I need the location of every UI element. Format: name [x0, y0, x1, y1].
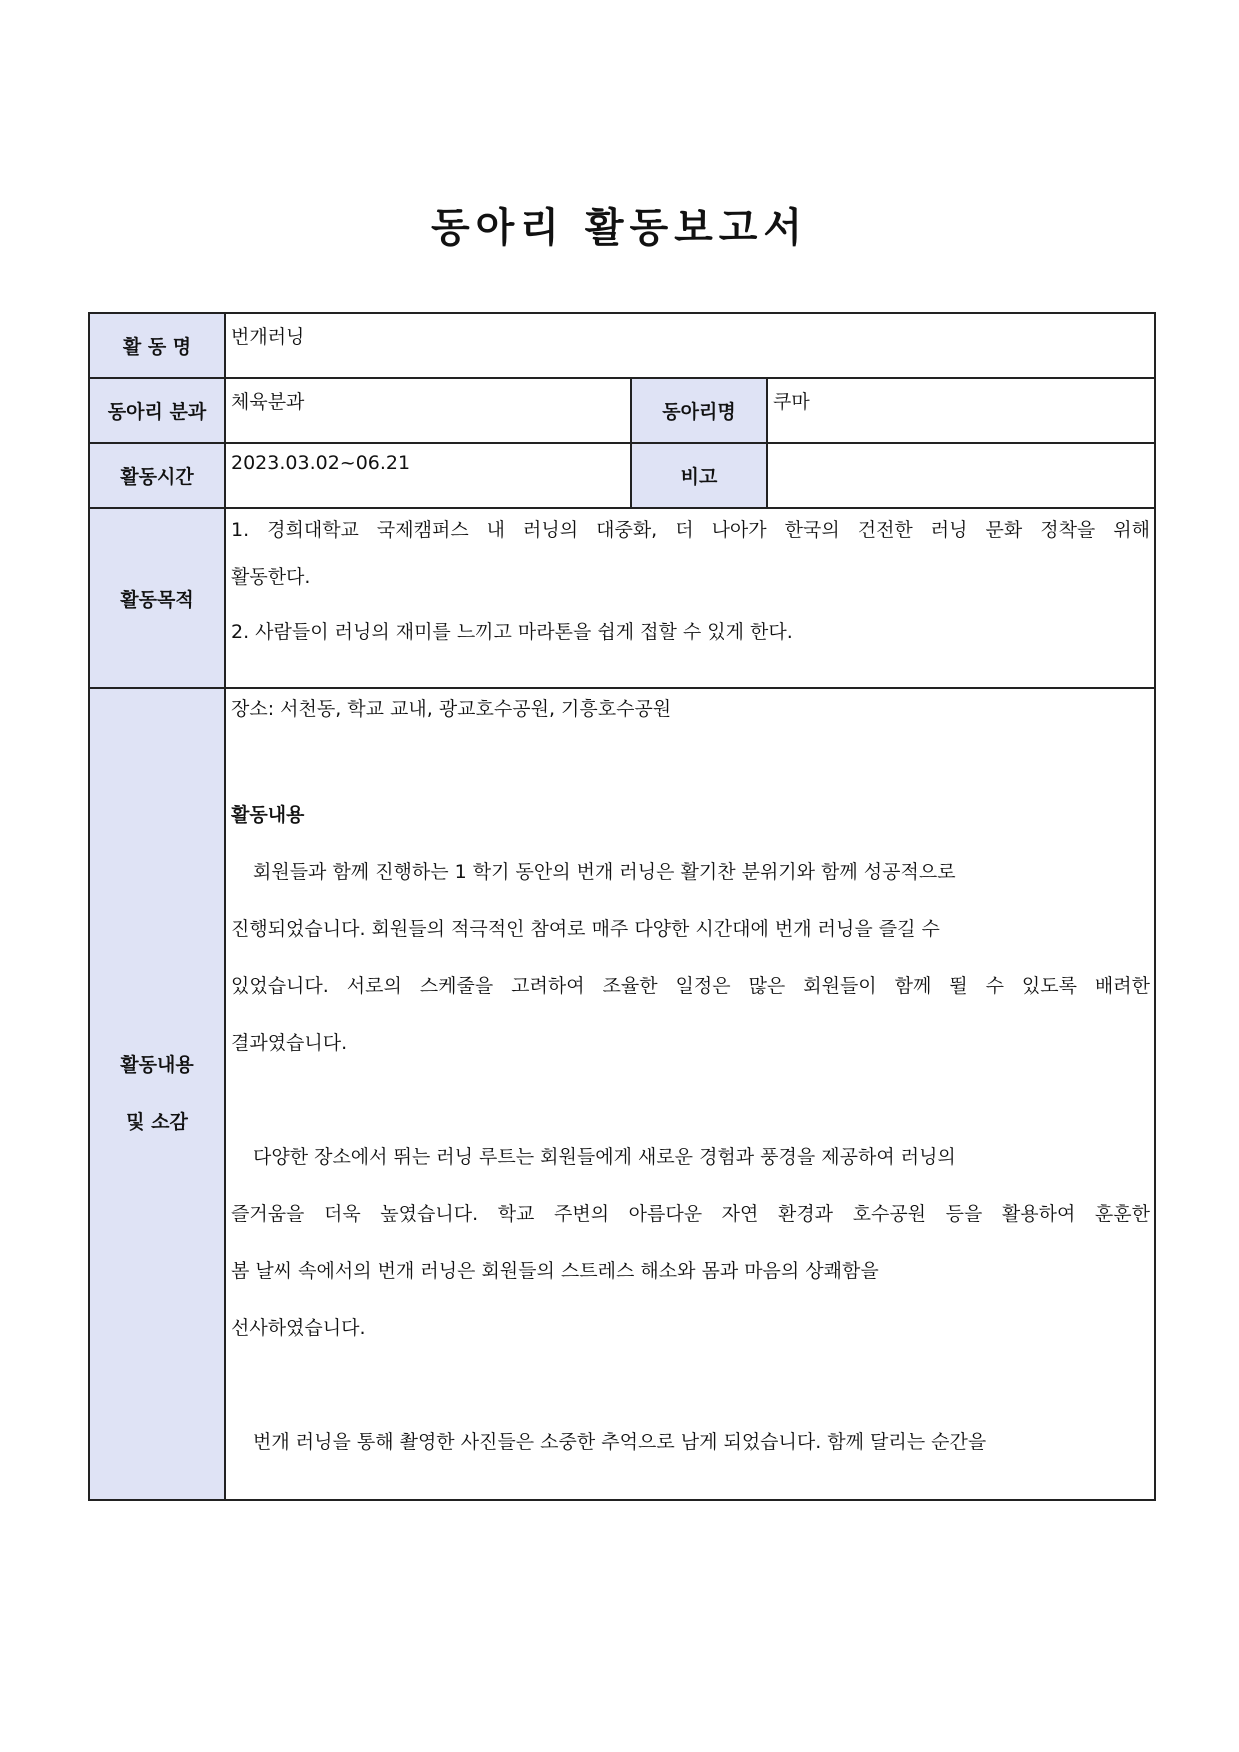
content-heading: 활동내용: [231, 804, 305, 826]
page-title: 동아리 활동보고서: [430, 205, 809, 251]
division-label: 동아리 분과: [89, 378, 225, 443]
content-label-line-1: 활동내용: [120, 1054, 194, 1076]
purpose-line-2: 활동한다.: [231, 566, 311, 588]
content-body: [225, 688, 1155, 1500]
period-label: 활동시간: [89, 443, 225, 508]
row-purpose: [89, 508, 1155, 688]
location-line: 장소: 서천동, 학교 교내, 광교호수공원, 기흥호수공원: [231, 698, 672, 720]
period-value: 2023.03.02~06.21: [225, 443, 631, 508]
purpose-line-3: 2. 사람들이 러닝의 재미를 느끼고 마라톤을 쉽게 접할 수 있게 한다.: [231, 621, 793, 643]
content-label: [89, 688, 225, 1500]
club-name-value: 쿠마: [767, 378, 1155, 443]
club-name-label: 동아리명: [631, 378, 767, 443]
row-division: [89, 378, 1155, 443]
purpose-value: [225, 508, 1155, 688]
paragraph-2-line-3: 봄 날씨 속에서의 번개 러닝은 회원들의 스트레스 해소와 몸과 마음의 상쾌함을: [231, 1260, 879, 1282]
content-label-line-2: 및 소감: [126, 1111, 188, 1133]
row-activity-name: [89, 313, 1155, 378]
remarks-label: 비고: [631, 443, 767, 508]
row-content: [89, 688, 1155, 1500]
report-table: [88, 312, 1156, 1501]
remarks-value: [767, 443, 1155, 508]
spacer: [231, 1072, 1150, 1129]
division-value: 체육분과: [225, 378, 631, 443]
paragraph-2-line-2: 즐거움을 더욱 높였습니다. 학교 주변의 아름다운 자연 환경과 호수공원 등을 활용하여 훈훈한: [231, 1203, 1150, 1225]
spacer: [231, 1357, 1150, 1414]
activity-name-label: 활 동 명: [89, 313, 225, 378]
paragraph-2-line-1: 다양한 장소에서 뛰는 러닝 루트는 회원들에게 새로운 경험과 풍경을 제공하여 러닝의: [253, 1146, 956, 1168]
purpose-label: 활동목적: [89, 508, 225, 688]
row-period: [89, 443, 1155, 508]
paragraph-1-line-4: 결과였습니다.: [231, 1032, 348, 1054]
spacer: [231, 727, 1150, 787]
paragraph-1-line-1: 회원들과 함께 진행하는 1 학기 동안의 번개 러닝은 활기찬 분위기와 함께 성공적으로: [253, 861, 956, 883]
paragraph-2-line-4: 선사하였습니다.: [231, 1317, 366, 1339]
paragraph-3-line-1: 번개 러닝을 통해 촬영한 사진들은 소중한 추억으로 남게 되었습니다. 함께 달리는 순간을: [253, 1431, 987, 1453]
activity-name-value: 번개러닝: [225, 313, 1155, 378]
paragraph-1-line-3: 있었습니다. 서로의 스케줄을 고려하여 조율한 일정은 많은 회원들이 함께 뛸 수 있도록 배려한: [231, 975, 1150, 997]
purpose-line-1: 1. 경희대학교 국제캠퍼스 내 러닝의 대중화, 더 나아가 한국의 건전한 러닝 문화 정착을 위해: [231, 519, 1150, 541]
paragraph-1-line-2: 진행되었습니다. 회원들의 적극적인 참여로 매주 다양한 시간대에 번개 러닝을 즐길 수: [231, 918, 940, 940]
